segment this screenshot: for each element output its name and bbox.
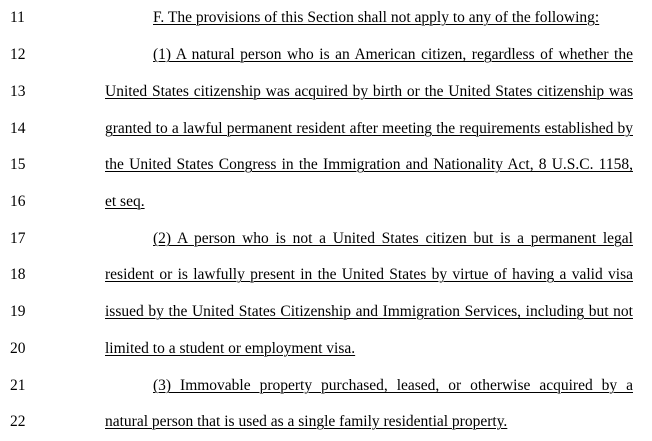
document-line [0, 6, 652, 30]
line-number: 15 [10, 156, 26, 173]
document-line [0, 263, 652, 287]
line-number: 21 [10, 377, 26, 394]
paragraph-line: et seq. [105, 193, 145, 210]
document-line [0, 374, 652, 398]
document-line [0, 190, 652, 214]
paragraph-line: (1) A natural person who is an American citizen, regardless of whether the [153, 46, 633, 63]
paragraph-line: resident or is lawfully present in the United States by virtue of having a valid visa [105, 266, 633, 283]
document-line [0, 227, 652, 251]
paragraph-line: issued by the United States Citizenship and Immigration Services, including but not [105, 303, 633, 320]
line-number: 20 [10, 340, 26, 357]
line-number: 17 [10, 230, 26, 247]
paragraph-line: (2) A person who is not a United States citizen but is a permanent legal [153, 230, 633, 247]
document-line [0, 117, 652, 141]
line-number: 11 [10, 9, 25, 26]
paragraph-line: granted to a lawful permanent resident after meeting the requirements established by [105, 120, 633, 137]
document-line [0, 153, 652, 177]
document-line [0, 337, 652, 361]
line-number: 18 [10, 266, 26, 283]
line-number: 19 [10, 303, 26, 320]
line-number: 13 [10, 83, 26, 100]
paragraph-line: (3) Immovable property purchased, leased, or otherwise acquired by a [153, 377, 633, 394]
line-number: 12 [10, 46, 26, 63]
document-line [0, 43, 652, 67]
paragraph-line: limited to a student or employment visa. [105, 340, 356, 357]
document-line [0, 80, 652, 104]
section-heading: F. The provisions of this Section shall not apply to any of the following: [153, 9, 600, 26]
line-number: 22 [10, 413, 26, 430]
line-number: 16 [10, 193, 26, 210]
document-line [0, 300, 652, 324]
document-line [0, 410, 652, 434]
paragraph-line: natural person that is used as a single family residential property. [105, 413, 508, 430]
paragraph-line: United States citizenship was acquired by birth or the United States citizenship was [105, 83, 633, 100]
line-number: 14 [10, 120, 26, 137]
paragraph-line: the United States Congress in the Immigration and Nationality Act, 8 U.S.C. 1158, [105, 156, 633, 173]
